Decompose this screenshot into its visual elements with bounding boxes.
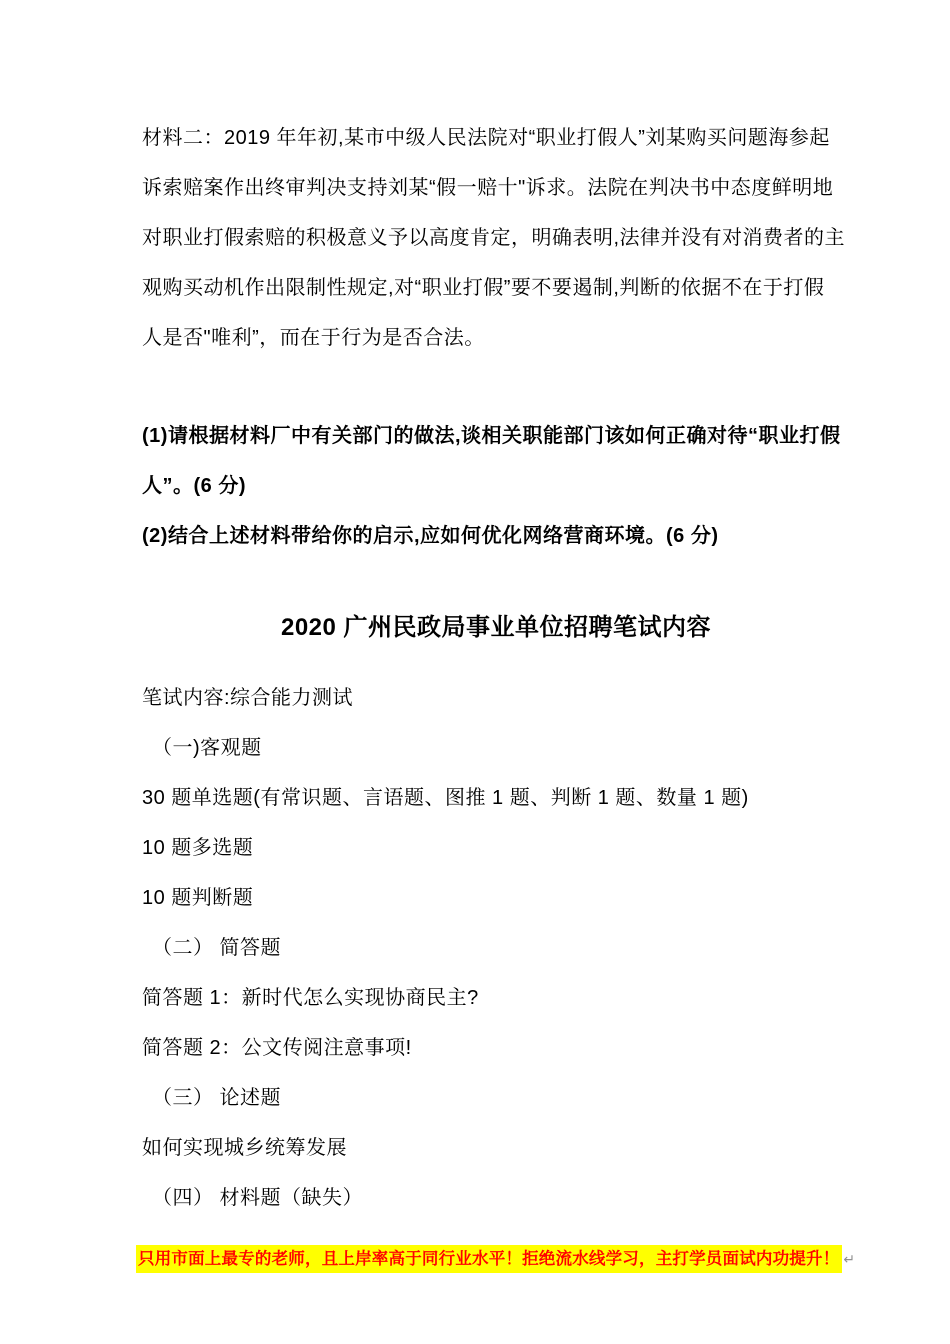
- exam-content-line: 10 题多选题: [142, 837, 254, 859]
- promo-banner-highlight: 只用市面上最专的老师，且上岸率高于同行业水平！拒绝流水线学习，主打学员面试内功提升！: [136, 1245, 842, 1273]
- exam-content-line: 笔试内容:综合能力测试: [142, 687, 354, 709]
- material-line: 人是否"唯利”，而在于行为是否合法。: [142, 327, 485, 349]
- material-line: 材料二：2019 年年初,某市中级人民法院对“职业打假人”刘某购买问题海参起: [142, 127, 830, 149]
- exam-content-line: 简答题 1：新时代怎么实现协商民主?: [142, 987, 479, 1009]
- exam-section-heading: （三） 论述题: [152, 1087, 282, 1109]
- material-two-paragraph: [142, 113, 850, 363]
- exam-section-heading: （一)客观题: [152, 737, 262, 759]
- question-1-line: 人”。(6 分): [142, 475, 246, 497]
- exam-section-heading: （四） 材料题（缺失）: [152, 1187, 364, 1209]
- exam-content-line: 如何实现城乡统筹发展: [142, 1137, 347, 1159]
- exam-content-line: 10 题判断题: [142, 887, 254, 909]
- question-2-line: (2)结合上述材料带给你的启示,应如何优化网络营商环境。(6 分): [142, 525, 719, 547]
- line-break-mark-icon: ↵: [843, 1251, 856, 1268]
- exam-content-list: [142, 673, 850, 1223]
- material-line: 诉索赔案作出终审判决支持刘某“假一赔十"诉求。法院在判决书中态度鲜明地: [142, 177, 834, 199]
- promo-banner-row: [136, 1245, 856, 1274]
- exam-content-line: 简答题 2：公文传阅注意事项!: [142, 1037, 412, 1059]
- page-title: 2020 广州民政局事业单位招聘笔试内容: [280, 614, 712, 641]
- material-line: 观购买动机作出限制性规定,对“职业打假”要不要遏制,判断的依据不在于打假: [142, 277, 825, 299]
- exam-content-line: 30 题单选题(有常识题、言语题、图推 1 题、判断 1 题、数量 1 题): [142, 787, 749, 809]
- question-1-line: (1)请根据材料厂中有关部门的做法,谈相关职能部门该如何正确对待“职业打假: [142, 425, 841, 447]
- material-line: 对职业打假索赔的积极意义予以高度肯定，明确表明,法律并没有对消费者的主: [142, 227, 846, 249]
- exam-section-heading: （二） 简答题: [152, 937, 282, 959]
- questions-block: [142, 411, 850, 561]
